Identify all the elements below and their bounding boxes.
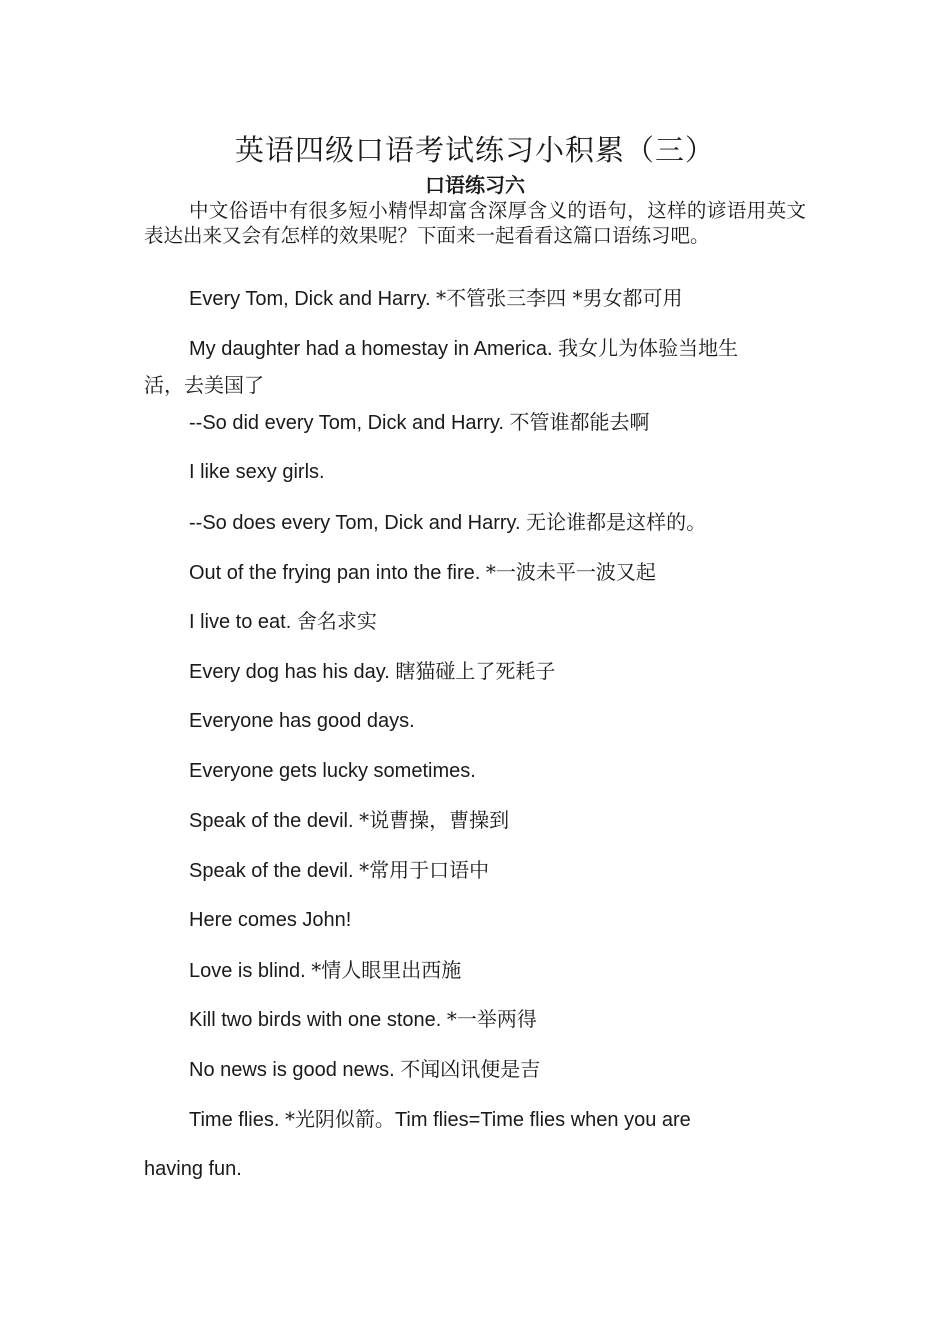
english-text: Kill two birds with one stone. (189, 1009, 447, 1031)
english-text: No news is good news. (189, 1059, 401, 1081)
english-text: I live to eat. (189, 611, 297, 633)
english-text: having fun. (144, 1158, 242, 1180)
chinese-text: *常用于口语中 (359, 858, 490, 882)
text-line (144, 1151, 814, 1188)
chinese-text: 活，去美国了 (144, 373, 264, 397)
english-text: Time flies. (189, 1109, 285, 1131)
text-line (144, 1051, 814, 1089)
chinese-text: 舍名求实 (296, 609, 377, 633)
chinese-text: *不管张三李四 *男女都可用 (436, 286, 683, 310)
chinese-text: *情人眼里出西施 (311, 958, 462, 982)
english-text: Everyone has good days. (189, 710, 415, 732)
text-line (144, 367, 814, 405)
chinese-text: *一波未平一波又起 (485, 560, 656, 584)
text-line (144, 554, 814, 592)
text-line (144, 1001, 814, 1039)
text-line (144, 504, 814, 542)
chinese-text: *一举两得 (446, 1007, 537, 1031)
text-line (144, 703, 814, 740)
text-line (144, 902, 814, 939)
english-text: Speak of the devil. (189, 810, 360, 832)
text-line (144, 1101, 814, 1139)
text-line (144, 852, 814, 890)
english-text: Speak of the devil. (189, 860, 360, 882)
english-text: My daughter had a homestay in America. (189, 338, 559, 360)
text-line (144, 653, 814, 691)
english-text: --So does every Tom, Dick and Harry. (189, 512, 527, 534)
english-text: Every dog has his day. (189, 661, 396, 683)
text-line (144, 753, 814, 790)
chinese-text: *光阴似箭。 (284, 1107, 395, 1131)
chinese-text: 不闻凶讯便是吉 (400, 1057, 541, 1081)
page-title: 英语四级口语考试练习小积累（三） (234, 133, 715, 167)
chinese-text: 不管谁都能去啊 (509, 410, 650, 434)
text-line (144, 952, 814, 990)
english-text: Tim flies=Time flies when you are (394, 1109, 691, 1131)
text-line (144, 404, 814, 442)
intro-paragraph: 中文俗语中有很多短小精悍却富含深厚含义的语句，这样的谚语用英文表达出来又会有怎样的效果呢？下面来一起看看这篇口语练习吧。 (144, 199, 806, 247)
text-line (144, 603, 814, 641)
english-text: --So did every Tom, Dick and Harry. (189, 412, 510, 434)
english-text: Out of the frying pan into the fire. (189, 562, 486, 584)
english-text: I like sexy girls. (189, 461, 325, 483)
chinese-text: 我女儿为体验当地生 (558, 336, 739, 360)
english-text: Every Tom, Dick and Harry. (189, 288, 437, 310)
text-line (144, 280, 814, 318)
text-line (144, 802, 814, 840)
chinese-text: 无论谁都是这样的。 (526, 510, 707, 534)
chinese-text: 瞎猫碰上了死耗子 (395, 659, 556, 683)
english-text: Everyone gets lucky sometimes. (189, 760, 476, 782)
text-line (144, 330, 814, 368)
english-text: Love is blind. (189, 960, 312, 982)
chinese-text: *说曹操，曹操到 (359, 808, 510, 832)
page-subtitle: 口语练习六 (425, 173, 525, 197)
text-line (144, 454, 814, 491)
english-text: Here comes John! (189, 909, 352, 931)
